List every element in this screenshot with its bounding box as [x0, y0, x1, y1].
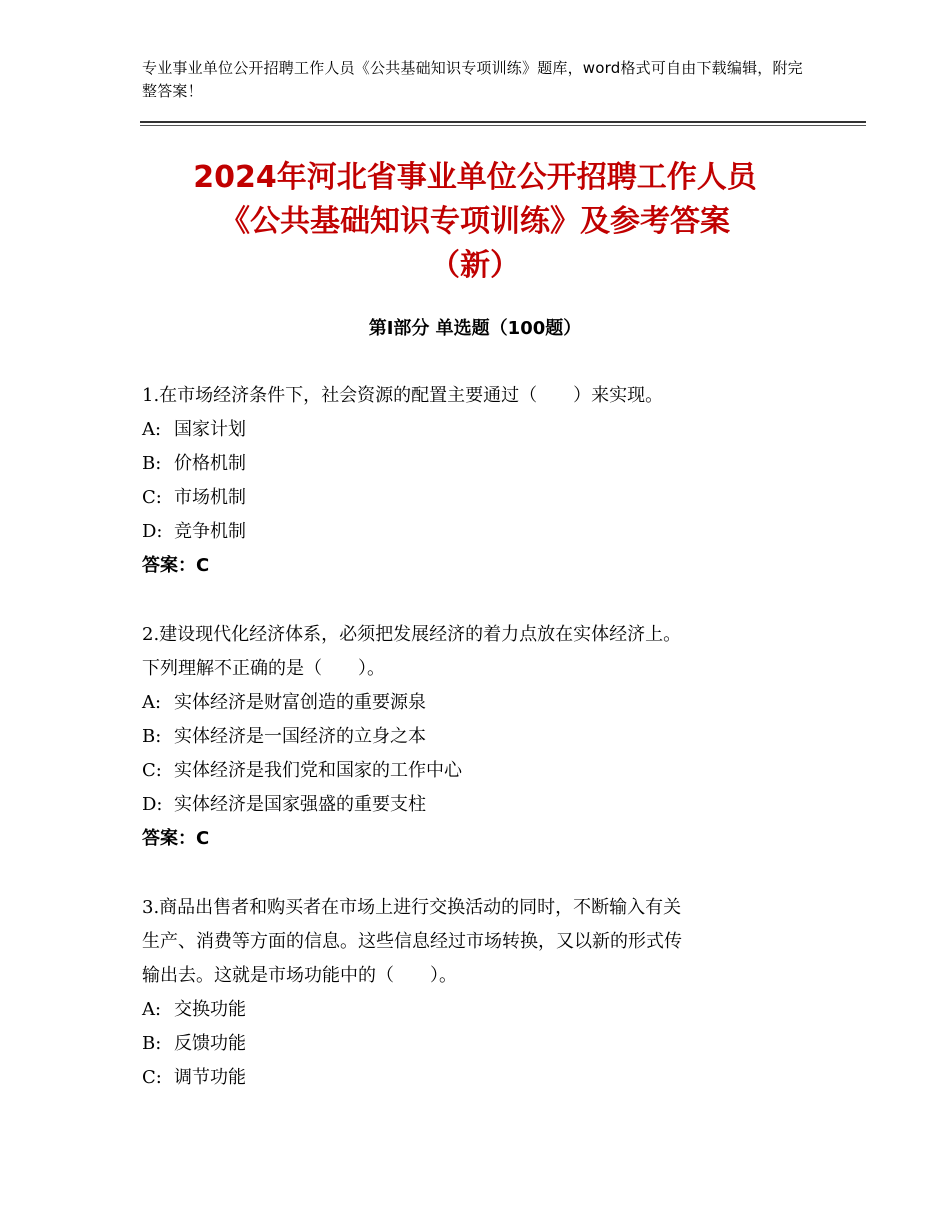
option-b [142, 1027, 802, 1061]
option-letter: A: [142, 692, 162, 713]
option-text: 竞争机制 [174, 521, 246, 542]
option-text: 实体经济是我们党和国家的工作中心 [174, 760, 462, 781]
option-text: 价格机制 [174, 453, 246, 474]
option-c [142, 754, 802, 788]
question-stem: 输出去。这就是市场功能中的（ ）。 [142, 965, 457, 986]
option-text: 调节功能 [174, 1067, 246, 1088]
option-letter: C: [142, 760, 162, 781]
option-c [142, 1061, 802, 1095]
option-c [142, 481, 802, 515]
title-line: 《公共基础知识专项训练》及参考答案 [220, 204, 730, 239]
section-heading: 第Ⅰ部分 单选题（100题） [368, 318, 582, 339]
answer: 答案：C [142, 828, 210, 849]
title-line: （新） [430, 248, 520, 283]
option-text: 实体经济是财富创造的重要源泉 [174, 692, 426, 713]
title-line: 2024年河北省事业单位公开招聘工作人员 [193, 160, 757, 195]
header-rule [140, 121, 866, 123]
option-text: 国家计划 [174, 419, 246, 440]
option-letter: A: [142, 999, 162, 1020]
question-stem: 3.商品出售者和购买者在市场上进行交换活动的同时，不断输入有关 [142, 897, 682, 918]
question-3 [142, 891, 802, 1095]
option-text: 交换功能 [174, 999, 246, 1020]
question-2 [142, 618, 802, 856]
option-letter: B: [142, 453, 162, 474]
question-stem: 1.在市场经济条件下，社会资源的配置主要通过（ ）来实现。 [142, 385, 664, 406]
header-note: 专业事业单位公开招聘工作人员《公共基础知识专项训练》题库，word格式可自由下载编辑，附完整答案！ [142, 59, 803, 100]
option-letter: B: [142, 726, 162, 747]
option-text: 市场机制 [174, 487, 246, 508]
option-letter: B: [142, 1033, 162, 1054]
option-a [142, 686, 802, 720]
header-rule-thin [140, 125, 866, 126]
question-stem: 下列理解不正确的是（ ）。 [142, 658, 385, 679]
option-a [142, 993, 802, 1027]
option-letter: D: [142, 794, 163, 815]
option-letter: C: [142, 1067, 162, 1088]
question-stem: 2.建设现代化经济体系，必须把发展经济的着力点放在实体经济上。 [142, 624, 682, 645]
option-d [142, 515, 802, 549]
question-stem: 生产、消费等方面的信息。这些信息经过市场转换，又以新的形式传 [142, 931, 682, 952]
option-a [142, 413, 802, 447]
option-b [142, 447, 802, 481]
option-letter: C: [142, 487, 162, 508]
answer: 答案：C [142, 555, 210, 576]
option-b [142, 720, 802, 754]
option-text: 实体经济是国家强盛的重要支柱 [174, 794, 426, 815]
option-letter: D: [142, 521, 163, 542]
question-1 [142, 379, 802, 583]
option-letter: A: [142, 419, 162, 440]
document-title [100, 156, 850, 288]
option-text: 实体经济是一国经济的立身之本 [174, 726, 426, 747]
option-text: 反馈功能 [174, 1033, 246, 1054]
option-d [142, 788, 802, 822]
